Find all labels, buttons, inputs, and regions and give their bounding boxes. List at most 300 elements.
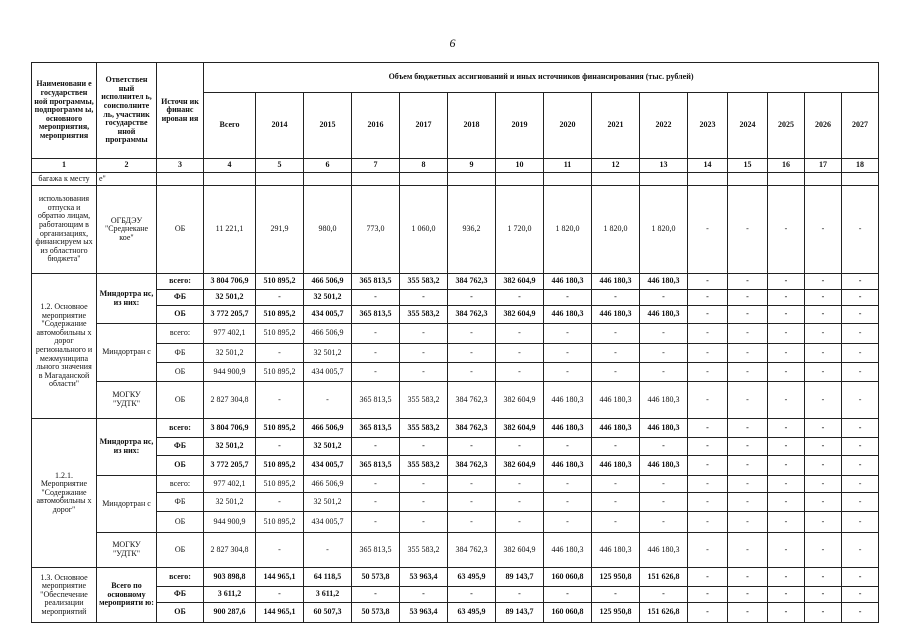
value-cell: - bbox=[496, 438, 544, 456]
empty-cell bbox=[496, 173, 544, 186]
value-cell: 446 180,3 bbox=[544, 382, 592, 419]
value-cell: - bbox=[842, 493, 879, 512]
value-cell: - bbox=[400, 324, 448, 344]
row-source: ФБ bbox=[157, 587, 204, 603]
value-cell: 32 501,2 bbox=[304, 438, 352, 456]
value-cell: - bbox=[640, 438, 688, 456]
column-number: 9 bbox=[448, 159, 496, 173]
value-cell: 89 143,7 bbox=[496, 568, 544, 587]
value-cell: 32 501,2 bbox=[204, 493, 256, 512]
row-source: ОБ bbox=[157, 533, 204, 568]
table-row bbox=[32, 493, 879, 512]
value-cell: - bbox=[400, 476, 448, 493]
value-cell: - bbox=[688, 419, 728, 438]
value-cell: 53 963,4 bbox=[400, 603, 448, 623]
empty-cell bbox=[304, 173, 352, 186]
value-cell: 355 583,2 bbox=[400, 274, 448, 290]
value-cell: 2 827 304,8 bbox=[204, 533, 256, 568]
value-cell: - bbox=[805, 290, 842, 306]
column-number: 8 bbox=[400, 159, 448, 173]
value-cell: - bbox=[768, 603, 805, 623]
year-header: 2024 bbox=[728, 93, 768, 159]
value-cell: - bbox=[544, 587, 592, 603]
value-cell: 384 762,3 bbox=[448, 419, 496, 438]
value-cell: - bbox=[688, 476, 728, 493]
value-cell: 355 583,2 bbox=[400, 419, 448, 438]
value-cell: 1 820,0 bbox=[640, 186, 688, 274]
value-cell: 53 963,4 bbox=[400, 568, 448, 587]
value-cell: 2 827 304,8 bbox=[204, 382, 256, 419]
empty-cell bbox=[400, 173, 448, 186]
table-row bbox=[32, 419, 879, 438]
table-row bbox=[32, 306, 879, 324]
value-cell: - bbox=[496, 587, 544, 603]
value-cell: - bbox=[805, 344, 842, 363]
value-cell: - bbox=[352, 324, 400, 344]
year-header: 2026 bbox=[805, 93, 842, 159]
value-cell: - bbox=[256, 587, 304, 603]
value-cell: - bbox=[728, 186, 768, 274]
value-cell: - bbox=[728, 568, 768, 587]
empty-cell bbox=[157, 173, 204, 186]
value-cell: 32 501,2 bbox=[204, 438, 256, 456]
value-cell: 446 180,3 bbox=[640, 274, 688, 290]
value-cell: 466 506,9 bbox=[304, 476, 352, 493]
value-cell: - bbox=[304, 533, 352, 568]
column-number: 4 bbox=[204, 159, 256, 173]
value-cell: - bbox=[688, 603, 728, 623]
value-cell: 903 898,8 bbox=[204, 568, 256, 587]
value-cell: 446 180,3 bbox=[544, 419, 592, 438]
value-cell: - bbox=[448, 493, 496, 512]
value-cell: - bbox=[842, 456, 879, 476]
value-cell: 384 762,3 bbox=[448, 274, 496, 290]
year-header: 2022 bbox=[640, 93, 688, 159]
col-header-responsible: Ответствен ный исполнител ь, соисполните ль, участник государстве нной программы bbox=[97, 63, 157, 159]
row-responsible: Миндортра нс, из них: bbox=[97, 419, 157, 476]
value-cell: - bbox=[352, 587, 400, 603]
value-cell: - bbox=[688, 306, 728, 324]
value-cell: 151 626,8 bbox=[640, 603, 688, 623]
value-cell: - bbox=[688, 324, 728, 344]
value-cell: - bbox=[640, 324, 688, 344]
row-responsible: МОГКУ "УДТК" bbox=[97, 382, 157, 419]
value-cell: 50 573,8 bbox=[352, 603, 400, 623]
value-cell: 434 005,7 bbox=[304, 363, 352, 382]
value-cell: 384 762,3 bbox=[448, 456, 496, 476]
value-cell: 160 060,8 bbox=[544, 603, 592, 623]
value-cell: - bbox=[400, 290, 448, 306]
value-cell: - bbox=[544, 324, 592, 344]
table-row bbox=[32, 382, 879, 419]
value-cell: - bbox=[640, 363, 688, 382]
value-cell: 382 604,9 bbox=[496, 306, 544, 324]
value-cell: - bbox=[842, 419, 879, 438]
value-cell: - bbox=[688, 344, 728, 363]
value-cell: 32 501,2 bbox=[204, 344, 256, 363]
table-row bbox=[32, 568, 879, 587]
year-header: 2020 bbox=[544, 93, 592, 159]
table-row bbox=[32, 290, 879, 306]
value-cell: - bbox=[728, 476, 768, 493]
row-name: использования отпуска и обратно лицам, работающим в организациях, финансируем ых из областного бюджета" bbox=[32, 186, 97, 274]
value-cell: - bbox=[256, 344, 304, 363]
row-source: ОБ bbox=[157, 456, 204, 476]
row-source: ОБ bbox=[157, 186, 204, 274]
table-row bbox=[32, 173, 879, 186]
value-cell: - bbox=[688, 533, 728, 568]
value-cell: - bbox=[728, 512, 768, 533]
value-cell: - bbox=[728, 587, 768, 603]
value-cell: - bbox=[688, 456, 728, 476]
value-cell: - bbox=[592, 324, 640, 344]
col-header-source: Источн ик финанс ирован ия bbox=[157, 63, 204, 159]
column-number: 3 bbox=[157, 159, 204, 173]
value-cell: - bbox=[592, 344, 640, 363]
value-cell: - bbox=[728, 456, 768, 476]
value-cell: 977 402,1 bbox=[204, 476, 256, 493]
value-cell: - bbox=[592, 363, 640, 382]
value-cell: 63 495,9 bbox=[448, 568, 496, 587]
value-cell: - bbox=[728, 306, 768, 324]
year-header: 2021 bbox=[592, 93, 640, 159]
column-number: 12 bbox=[592, 159, 640, 173]
value-cell: - bbox=[496, 324, 544, 344]
value-cell: 446 180,3 bbox=[592, 456, 640, 476]
row-source: ФБ bbox=[157, 290, 204, 306]
year-header: 2019 bbox=[496, 93, 544, 159]
value-cell: 446 180,3 bbox=[640, 382, 688, 419]
empty-cell bbox=[448, 173, 496, 186]
value-cell: - bbox=[256, 438, 304, 456]
value-cell: 365 813,5 bbox=[352, 306, 400, 324]
column-number: 5 bbox=[256, 159, 304, 173]
value-cell: 977 402,1 bbox=[204, 324, 256, 344]
value-cell: - bbox=[448, 438, 496, 456]
row-responsible: Миндортран с bbox=[97, 476, 157, 533]
value-cell: - bbox=[400, 363, 448, 382]
value-cell: - bbox=[768, 186, 805, 274]
value-cell: - bbox=[842, 363, 879, 382]
value-cell: 944 900,9 bbox=[204, 512, 256, 533]
value-cell: - bbox=[805, 324, 842, 344]
value-cell: - bbox=[400, 344, 448, 363]
value-cell: - bbox=[842, 186, 879, 274]
value-cell: - bbox=[352, 476, 400, 493]
value-cell: 980,0 bbox=[304, 186, 352, 274]
value-cell: - bbox=[400, 587, 448, 603]
value-cell: - bbox=[805, 603, 842, 623]
column-number: 17 bbox=[805, 159, 842, 173]
value-cell: 510 895,2 bbox=[256, 419, 304, 438]
value-cell: 446 180,3 bbox=[640, 533, 688, 568]
value-cell: - bbox=[842, 476, 879, 493]
row-source: всего: bbox=[157, 419, 204, 438]
empty-cell bbox=[640, 173, 688, 186]
value-cell: - bbox=[640, 493, 688, 512]
value-cell: - bbox=[640, 476, 688, 493]
value-cell: - bbox=[688, 493, 728, 512]
table-row bbox=[32, 438, 879, 456]
value-cell: - bbox=[448, 363, 496, 382]
value-cell: 32 501,2 bbox=[304, 290, 352, 306]
value-cell: - bbox=[352, 363, 400, 382]
row-name: 1.2. Основное мероприятие "Содержание автомобильны х дорог регионального и межмуниципа льного значения в Магаданской области" bbox=[32, 274, 97, 419]
value-cell: - bbox=[592, 493, 640, 512]
value-cell: - bbox=[544, 512, 592, 533]
empty-cell bbox=[768, 173, 805, 186]
value-cell: 510 895,2 bbox=[256, 306, 304, 324]
value-cell: 944 900,9 bbox=[204, 363, 256, 382]
value-cell: - bbox=[805, 512, 842, 533]
value-cell: 446 180,3 bbox=[544, 274, 592, 290]
value-cell: - bbox=[688, 438, 728, 456]
year-header: 2015 bbox=[304, 93, 352, 159]
value-cell: 89 143,7 bbox=[496, 603, 544, 623]
value-cell: - bbox=[688, 274, 728, 290]
value-cell: 125 950,8 bbox=[592, 603, 640, 623]
value-cell: - bbox=[544, 290, 592, 306]
value-cell: - bbox=[496, 476, 544, 493]
empty-cell bbox=[842, 173, 879, 186]
value-cell: 382 604,9 bbox=[496, 456, 544, 476]
value-cell: - bbox=[400, 493, 448, 512]
empty-cell bbox=[256, 173, 304, 186]
value-cell: - bbox=[352, 344, 400, 363]
year-header: 2027 bbox=[842, 93, 879, 159]
value-cell: 355 583,2 bbox=[400, 306, 448, 324]
value-cell: 144 965,1 bbox=[256, 603, 304, 623]
value-cell: - bbox=[728, 438, 768, 456]
value-cell: - bbox=[448, 512, 496, 533]
value-cell: 151 626,8 bbox=[640, 568, 688, 587]
table-row bbox=[32, 476, 879, 493]
value-cell: - bbox=[640, 587, 688, 603]
value-cell: 32 501,2 bbox=[304, 493, 352, 512]
empty-cell bbox=[688, 173, 728, 186]
value-cell: 384 762,3 bbox=[448, 533, 496, 568]
value-cell: 900 287,6 bbox=[204, 603, 256, 623]
column-number: 1 bbox=[32, 159, 97, 173]
value-cell: - bbox=[805, 533, 842, 568]
value-cell: - bbox=[842, 587, 879, 603]
row-source: ФБ bbox=[157, 344, 204, 363]
value-cell: - bbox=[842, 290, 879, 306]
value-cell: - bbox=[688, 186, 728, 274]
value-cell: 434 005,7 bbox=[304, 456, 352, 476]
value-cell: - bbox=[688, 568, 728, 587]
row-responsible: МОГКУ "УДТК" bbox=[97, 533, 157, 568]
year-header: 2023 bbox=[688, 93, 728, 159]
empty-cell bbox=[204, 173, 256, 186]
value-cell: - bbox=[805, 493, 842, 512]
value-cell: 510 895,2 bbox=[256, 512, 304, 533]
value-cell: 434 005,7 bbox=[304, 306, 352, 324]
column-number: 15 bbox=[728, 159, 768, 173]
value-cell: - bbox=[592, 476, 640, 493]
value-cell: 446 180,3 bbox=[640, 419, 688, 438]
column-number: 7 bbox=[352, 159, 400, 173]
col-header-volume: Объем бюджетных ассигнований и иных источников финансирования (тыс. рублей) bbox=[204, 63, 879, 93]
value-cell: 355 583,2 bbox=[400, 382, 448, 419]
value-cell: 125 950,8 bbox=[592, 568, 640, 587]
value-cell: - bbox=[496, 344, 544, 363]
value-cell: 3 611,2 bbox=[204, 587, 256, 603]
value-cell: - bbox=[256, 382, 304, 419]
value-cell: - bbox=[496, 363, 544, 382]
value-cell: 32 501,2 bbox=[204, 290, 256, 306]
value-cell: - bbox=[352, 493, 400, 512]
row-source: всего: bbox=[157, 324, 204, 344]
value-cell: 382 604,9 bbox=[496, 419, 544, 438]
value-cell: - bbox=[728, 419, 768, 438]
value-cell: - bbox=[592, 290, 640, 306]
value-cell: - bbox=[768, 512, 805, 533]
value-cell: 1 060,0 bbox=[400, 186, 448, 274]
column-number: 18 bbox=[842, 159, 879, 173]
value-cell: - bbox=[256, 493, 304, 512]
table-row bbox=[32, 456, 879, 476]
value-cell: - bbox=[728, 603, 768, 623]
value-cell: - bbox=[448, 476, 496, 493]
value-cell: 446 180,3 bbox=[592, 382, 640, 419]
value-cell: - bbox=[768, 274, 805, 290]
value-cell: - bbox=[688, 512, 728, 533]
value-cell: - bbox=[688, 587, 728, 603]
column-number: 14 bbox=[688, 159, 728, 173]
value-cell: - bbox=[728, 493, 768, 512]
value-cell: - bbox=[842, 603, 879, 623]
value-cell: - bbox=[256, 533, 304, 568]
row-source: ФБ bbox=[157, 493, 204, 512]
value-cell: 32 501,2 bbox=[304, 344, 352, 363]
column-number: 10 bbox=[496, 159, 544, 173]
value-cell: - bbox=[688, 363, 728, 382]
value-cell: 60 507,3 bbox=[304, 603, 352, 623]
value-cell: - bbox=[728, 363, 768, 382]
table-row bbox=[32, 587, 879, 603]
column-number: 11 bbox=[544, 159, 592, 173]
value-cell: - bbox=[256, 290, 304, 306]
value-cell: - bbox=[592, 587, 640, 603]
value-cell: - bbox=[842, 533, 879, 568]
row-source: ОБ bbox=[157, 512, 204, 533]
value-cell: 365 813,5 bbox=[352, 274, 400, 290]
empty-cell bbox=[592, 173, 640, 186]
table-row bbox=[32, 324, 879, 344]
value-cell: 160 060,8 bbox=[544, 568, 592, 587]
value-cell: - bbox=[768, 363, 805, 382]
value-cell: 1 820,0 bbox=[544, 186, 592, 274]
value-cell: 1 820,0 bbox=[592, 186, 640, 274]
row-source: ОБ bbox=[157, 603, 204, 623]
table-row bbox=[32, 186, 879, 274]
value-cell: 365 813,5 bbox=[352, 419, 400, 438]
value-cell: 446 180,3 bbox=[544, 456, 592, 476]
value-cell: 365 813,5 bbox=[352, 456, 400, 476]
value-cell: 144 965,1 bbox=[256, 568, 304, 587]
value-cell: - bbox=[688, 382, 728, 419]
value-cell: - bbox=[592, 438, 640, 456]
value-cell: - bbox=[496, 512, 544, 533]
value-cell: - bbox=[640, 290, 688, 306]
row-source: ФБ bbox=[157, 438, 204, 456]
value-cell: - bbox=[842, 274, 879, 290]
value-cell: 3 772 205,7 bbox=[204, 306, 256, 324]
value-cell: - bbox=[805, 382, 842, 419]
value-cell: - bbox=[448, 587, 496, 603]
value-cell: - bbox=[544, 493, 592, 512]
value-cell: - bbox=[352, 512, 400, 533]
row-source: всего: bbox=[157, 274, 204, 290]
year-header: 2014 bbox=[256, 93, 304, 159]
year-header: 2018 bbox=[448, 93, 496, 159]
row-name: 1.3. Основное мероприятие "Обеспечение реализации мероприятий bbox=[32, 568, 97, 623]
value-cell: 3 804 706,9 bbox=[204, 419, 256, 438]
value-cell: - bbox=[728, 324, 768, 344]
column-number: 6 bbox=[304, 159, 352, 173]
value-cell: 466 506,9 bbox=[304, 419, 352, 438]
value-cell: - bbox=[640, 344, 688, 363]
value-cell: 446 180,3 bbox=[640, 456, 688, 476]
value-cell: - bbox=[728, 344, 768, 363]
value-cell: - bbox=[805, 363, 842, 382]
value-cell: - bbox=[842, 382, 879, 419]
value-cell: - bbox=[842, 438, 879, 456]
year-header: 2017 bbox=[400, 93, 448, 159]
value-cell: - bbox=[448, 324, 496, 344]
value-cell: - bbox=[544, 344, 592, 363]
value-cell: - bbox=[768, 438, 805, 456]
value-cell: - bbox=[842, 324, 879, 344]
year-header: 2025 bbox=[768, 93, 805, 159]
value-cell: - bbox=[640, 512, 688, 533]
value-cell: - bbox=[496, 493, 544, 512]
value-cell: 382 604,9 bbox=[496, 382, 544, 419]
value-cell: - bbox=[805, 476, 842, 493]
value-cell: - bbox=[592, 512, 640, 533]
value-cell: - bbox=[448, 344, 496, 363]
value-cell: 446 180,3 bbox=[640, 306, 688, 324]
value-cell: - bbox=[304, 382, 352, 419]
value-cell: - bbox=[544, 476, 592, 493]
row-source: ОБ bbox=[157, 306, 204, 324]
value-cell: 365 813,5 bbox=[352, 533, 400, 568]
value-cell: - bbox=[768, 587, 805, 603]
row-source: всего: bbox=[157, 476, 204, 493]
value-cell: 510 895,2 bbox=[256, 456, 304, 476]
row-responsible: Миндортра нс, из них: bbox=[97, 274, 157, 324]
column-number: 2 bbox=[97, 159, 157, 173]
value-cell: 382 604,9 bbox=[496, 533, 544, 568]
value-cell: 3 611,2 bbox=[304, 587, 352, 603]
page-number: 6 bbox=[449, 36, 456, 50]
value-cell: - bbox=[805, 274, 842, 290]
column-numbers-row bbox=[32, 159, 879, 173]
value-cell: - bbox=[842, 306, 879, 324]
value-cell: 446 180,3 bbox=[592, 419, 640, 438]
value-cell: - bbox=[688, 290, 728, 306]
table-row bbox=[32, 533, 879, 568]
value-cell: - bbox=[842, 512, 879, 533]
row-responsible: ОГБДЭУ "Среднекане кое" bbox=[97, 186, 157, 274]
column-number: 16 bbox=[768, 159, 805, 173]
value-cell: - bbox=[496, 290, 544, 306]
value-cell: 365 813,5 bbox=[352, 382, 400, 419]
value-cell: 510 895,2 bbox=[256, 476, 304, 493]
value-cell: - bbox=[768, 382, 805, 419]
value-cell: - bbox=[768, 306, 805, 324]
